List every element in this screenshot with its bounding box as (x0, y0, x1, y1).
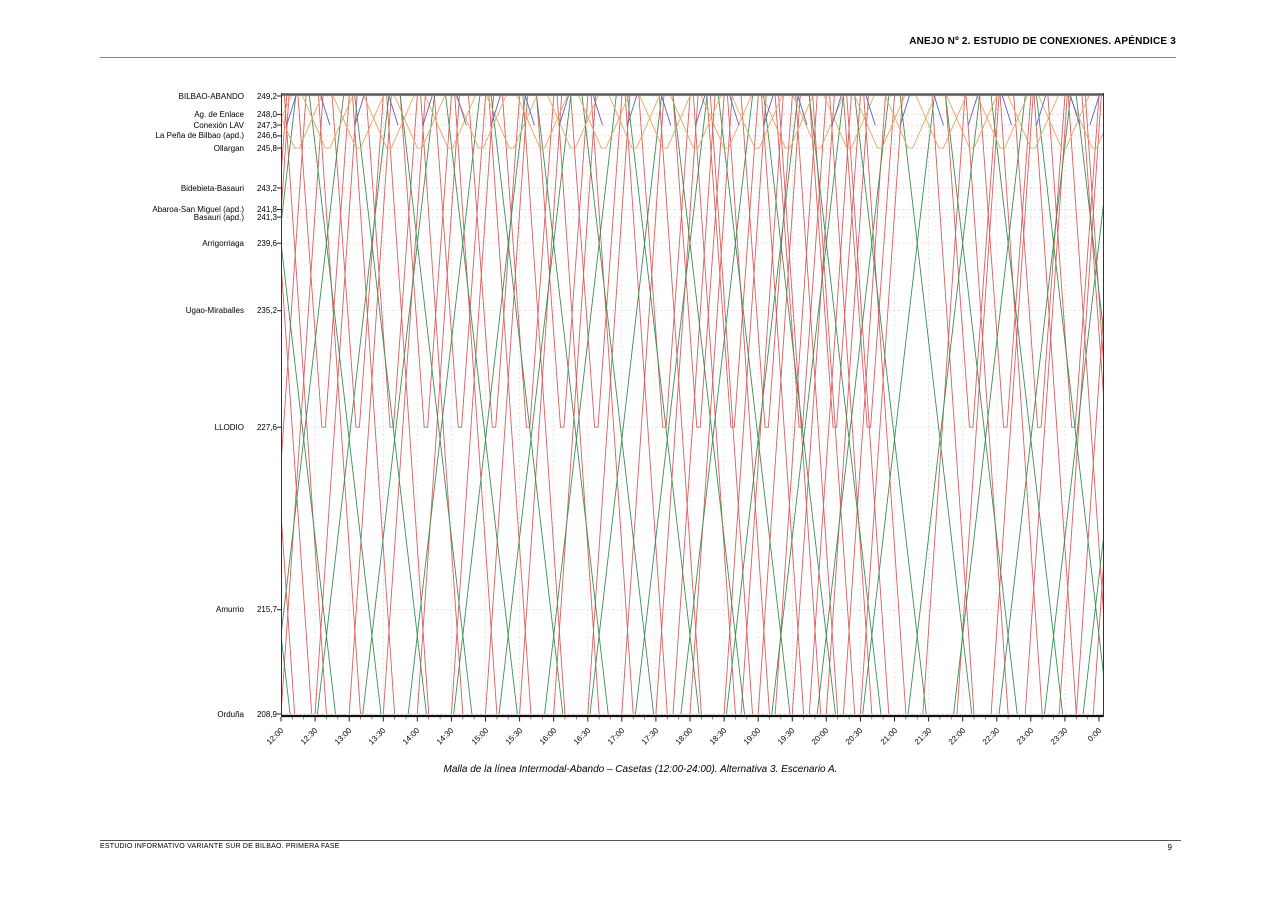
station-name: Conexión LAV (193, 120, 244, 130)
station-label-12 (0, 709, 277, 719)
time-tick-label-22: 23:00 (1014, 726, 1036, 747)
time-tick-label-13: 18:30 (707, 726, 729, 747)
time-tick-label-21: 22:30 (980, 726, 1002, 747)
station-name: Basauri (apd.) (193, 212, 244, 222)
station-km: 245,8 (256, 143, 277, 153)
station-label-10 (0, 422, 277, 432)
station-label-4 (0, 143, 277, 153)
time-tick-label-3: 13:30 (367, 726, 388, 747)
footer-text: ESTUDIO INFORMATIVO VARIANTE SUR DE BILBAO. PRIMERA FASE (100, 843, 340, 850)
station-km: 215,7 (256, 605, 277, 615)
station-label-5 (0, 183, 277, 193)
station-km: 235,2 (256, 306, 277, 316)
time-tick-label-7: 15:30 (503, 726, 524, 747)
time-tick-label-24: 0:00 (1085, 726, 1104, 744)
time-tick-label-5: 14:30 (435, 726, 456, 747)
station-km: 241,8 (256, 204, 277, 214)
station-label-9 (0, 306, 277, 316)
station-km: 246,6 (256, 131, 277, 141)
station-name: Ollargan (213, 143, 244, 153)
station-label-0 (0, 91, 277, 101)
station-name: BILBAO-ABANDO (178, 91, 244, 101)
chart-caption: Malla de la línea Intermodal-Abando – Casetas (12:00-24:00). Alternativa 3. Escenario A. (443, 764, 838, 775)
station-km: 239,6 (256, 238, 277, 248)
station-km: 248,0 (256, 109, 277, 119)
station-name: Orduña (217, 709, 244, 719)
time-tick-label-19: 21:30 (912, 726, 933, 747)
time-tick-label-8: 16:00 (537, 726, 559, 747)
station-km: 243,2 (256, 183, 277, 193)
station-label-1 (0, 109, 277, 119)
station-label-7 (0, 212, 277, 222)
time-tick-label-4: 14:00 (401, 726, 422, 747)
station-name: Abaroa-San Miguel (apd.) (152, 204, 244, 214)
station-label-2 (0, 120, 277, 130)
time-tick-label-18: 21:00 (878, 726, 899, 747)
header-rule (100, 57, 1176, 58)
station-label-3 (0, 131, 277, 141)
time-tick-label-15: 19:30 (776, 726, 797, 747)
station-name: Arrigorriaga (202, 238, 244, 248)
time-tick-label-23: 23:30 (1048, 726, 1070, 747)
time-tick-label-6: 15:00 (469, 726, 490, 747)
page-number: 9 (1167, 843, 1172, 852)
time-tick-label-9: 16:30 (571, 726, 593, 747)
station-name: Ugao-Miraballes (185, 306, 244, 316)
time-tick-label-1: 12:30 (298, 726, 320, 747)
footer-rule (100, 840, 1181, 841)
station-label-11 (0, 605, 277, 615)
station-km: 208,9 (256, 709, 277, 719)
time-tick-label-16: 20:00 (810, 726, 831, 747)
train-graph-svg (281, 93, 1104, 733)
time-tick-label-17: 20:30 (844, 726, 865, 747)
time-tick-label-14: 19:00 (741, 726, 763, 747)
station-km: 249,2 (256, 91, 277, 101)
time-tick-label-20: 22:00 (946, 726, 968, 747)
time-tick-label-11: 17:30 (639, 726, 661, 747)
station-name: LLODIO (214, 422, 244, 432)
station-km: 241,3 (256, 212, 277, 222)
time-tick-label-12: 18:00 (673, 726, 695, 747)
train-graph-plot (281, 93, 1104, 733)
time-tick-label-0: 12:00 (264, 726, 286, 747)
time-tick-label-10: 17:00 (605, 726, 627, 747)
station-name: Bidebieta-Basauri (180, 183, 244, 193)
station-name: Amurrio (215, 605, 244, 615)
time-tick-label-2: 13:00 (332, 726, 354, 747)
station-name: La Peña de Bilbao (apd.) (155, 131, 244, 141)
station-km: 247,3 (256, 120, 277, 130)
station-label-8 (0, 238, 277, 248)
station-km: 227,6 (256, 422, 277, 432)
station-name: Ag. de Enlace (194, 109, 244, 119)
header-title: ANEJO Nº 2. ESTUDIO DE CONEXIONES. APÉNDICE 3 (909, 36, 1176, 47)
